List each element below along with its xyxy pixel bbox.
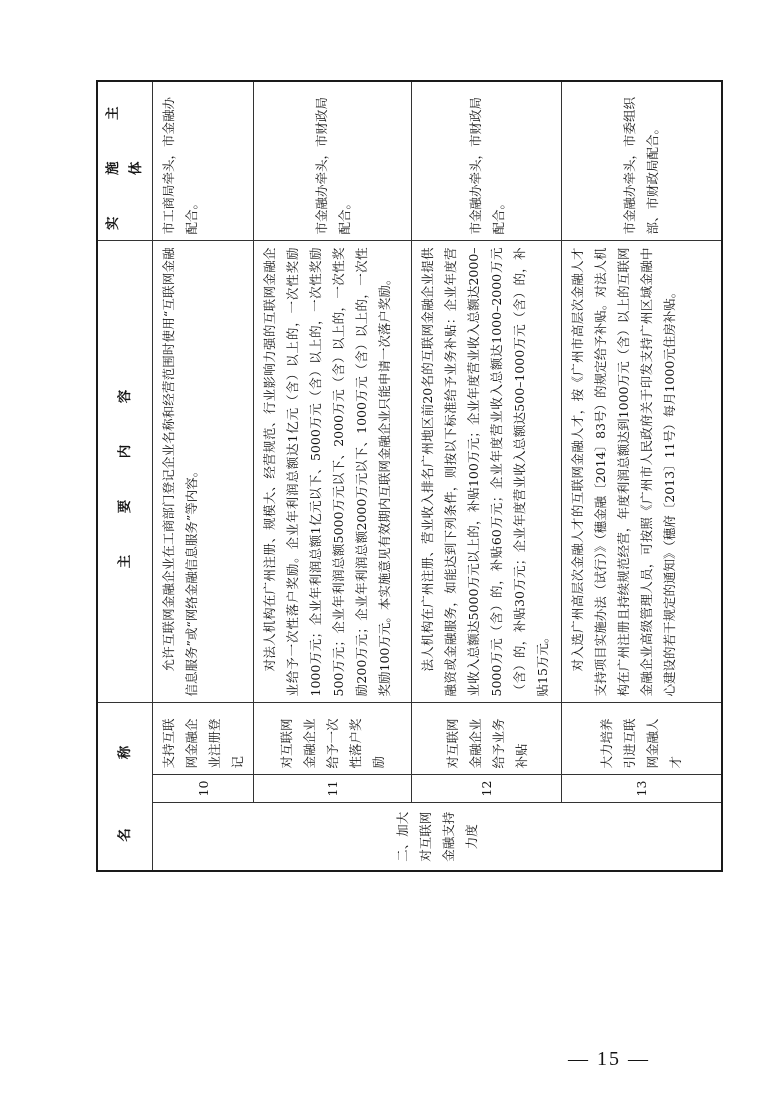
row-number: 13 (562, 775, 722, 803)
row-name: 对互联网金融企业给予一次性落户奖励 (254, 703, 412, 775)
table-row (153, 81, 254, 871)
policy-table (96, 64, 723, 872)
row-content: 法人机构在广州注册、营业收入排名广州地区前20名的互联网金融企业提供融资或金融服务，如能达到下列条件，则按以下标准给予业务补贴：企业年度营业收入总额达5000万元以上的，补贴100万元；企业年度营业收入总额达2000–5000万元（含）的，补贴60万元；企业年度营业收入总额达1000–2000万元（含）的，补贴30万元；企业年度营业收入总额达500–1000万元（含）的，补贴15万元。 (412, 241, 562, 703)
row-content: 允许互联网金融企业在工商部门登记企业名称和经营范围时使用“互联网金融信息服务”或“网络金融信息服务”等内容。 (153, 241, 254, 703)
table-row (412, 81, 562, 871)
row-number: 11 (254, 775, 412, 803)
row-name: 支持互联网金融企业注册登记 (153, 703, 254, 775)
row-content: 对入选广州高层次金融人才的互联网金融人才，按《广州市高层次金融人才支持项目实施办法（试行）》（穗金融〔2014〕83号）的规定给予补贴。对法人机构在广州注册且持续规范经营，年度利润总额达到1000万元（含）以上的互联网金融企业高级管理人员，可按照《广州市人民政府关于印发支持广州区域金融中心建设的若干规定的通知》（穗府〔2013〕11号）每月1000元住房补贴。 (562, 241, 722, 703)
header-content: 主 要 内 容 (97, 241, 153, 703)
row-implementer: 市金融办牵头，市财政局配合。 (412, 81, 562, 241)
category-cell: 二、加大对互联网金融支持力度 (153, 803, 722, 871)
row-implementer: 市工商局牵头，市金融办配合。 (153, 81, 254, 241)
row-number: 12 (412, 775, 562, 803)
table-row (254, 81, 412, 871)
row-name: 对互联网金融企业给予业务补贴 (412, 703, 562, 775)
row-content: 对法人机构在广州注册、规模大、经营规范、行业影响力强的互联网金融企业给予一次性落户奖励。企业年利润总额达1亿元（含）以上的，一次性奖励1000万元；企业年利润总额1亿元以下、5000万元（含）以上的，一次性奖励500万元；企业年利润总额5000万元以下、2000万元（含）以上的，一次性奖励200万元；企业年利润总额2000万元以下、1000万元（含）以上的，一次性奖励100万元。本实施意见有效期内互联网金融企业只能申请一次落户奖励。 (254, 241, 412, 703)
row-name: 大力培养引进互联网金融人才 (562, 703, 722, 775)
row-implementer: 市金融办牵头，市财政局配合。 (254, 81, 412, 241)
policy-table-rotated (96, 64, 684, 872)
header-name: 名 称 (97, 703, 153, 871)
row-implementer: 市金融办牵头，市委组织部、市财政局配合。 (562, 81, 722, 241)
row-number: 10 (153, 775, 254, 803)
table-row (562, 81, 722, 871)
page-number: — 15 — (568, 1048, 650, 1070)
header-implementer: 实 施 主 体 (97, 81, 153, 241)
table-header-row (97, 81, 153, 871)
